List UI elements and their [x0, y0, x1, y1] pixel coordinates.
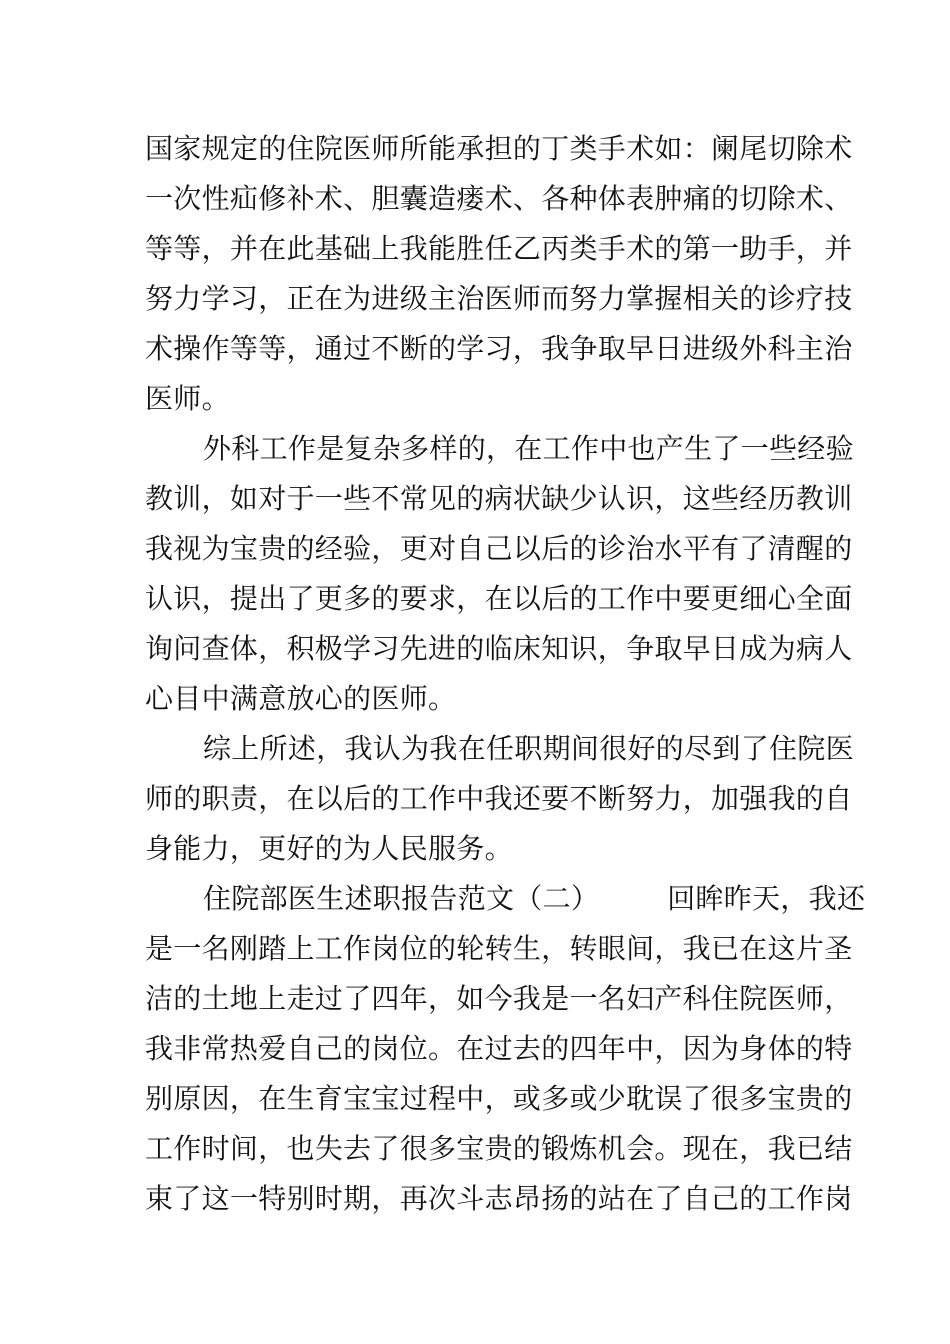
- text-line: 工作时间，也失去了很多宝贵的锻炼机会。现在，我已结: [145, 1132, 853, 1165]
- text-line: 术操作等等，通过不断的学习，我争取早日进级外科主治: [145, 332, 853, 365]
- text-line: 我非常热爱自己的岗位。在过去的四年中，因为身体的特: [145, 1032, 853, 1065]
- text-line: 一次性疝修补术、胆囊造瘘术、各种体表肿痛的切除术、: [145, 182, 853, 215]
- section-heading-line: [145, 874, 866, 924]
- text-line: 医师。: [145, 382, 230, 415]
- paragraph-first-line: 外科工作是复杂多样的，在工作中也产生了一些经验: [203, 432, 854, 465]
- text-line: 心目中满意放心的医师。: [145, 682, 457, 715]
- section-first-text: 回眸昨天，我还: [667, 882, 866, 915]
- text-line: 国家规定的住院医师所能承担的丁类手术如：阑尾切除术: [145, 132, 853, 165]
- text-line: 束了这一特别时期，再次斗志昂扬的站在了自己的工作岗: [145, 1182, 853, 1215]
- text-line: 教训，如对于一些不常见的病状缺少认识，这些经历教训: [145, 482, 853, 515]
- text-line: 询问查体，积极学习先进的临床知识，争取早日成为病人: [145, 632, 853, 665]
- text-line: 师的职责，在以后的工作中我还要不断努力，加强我的自: [145, 782, 853, 815]
- text-line: 别原因，在生育宝宝过程中，或多或少耽误了很多宝贵的: [145, 1082, 853, 1115]
- text-line: 是一名刚踏上工作岗位的轮转生，转眼间，我已在这片圣: [145, 932, 853, 965]
- document-body: [145, 124, 866, 1224]
- text-line: 认识，提出了更多的要求，在以后的工作中要更细心全面: [145, 582, 853, 615]
- text-line: 洁的土地上走过了四年，如今我是一名妇产科住院医师，: [145, 982, 853, 1015]
- paragraph-first-line: 综上所述，我认为我在任职期间很好的尽到了住院医: [203, 732, 854, 765]
- section-title: 住院部医生述职报告范文（二）: [203, 882, 600, 915]
- text-line: 努力学习，正在为进级主治医师而努力掌握相关的诊疗技: [145, 282, 853, 315]
- text-line: 身能力，更好的为人民服务。: [145, 832, 513, 865]
- text-line: 我视为宝贵的经验，更对自己以后的诊治水平有了清醒的: [145, 532, 853, 565]
- text-line: 等等，并在此基础上我能胜任乙丙类手术的第一助手，并: [145, 232, 853, 265]
